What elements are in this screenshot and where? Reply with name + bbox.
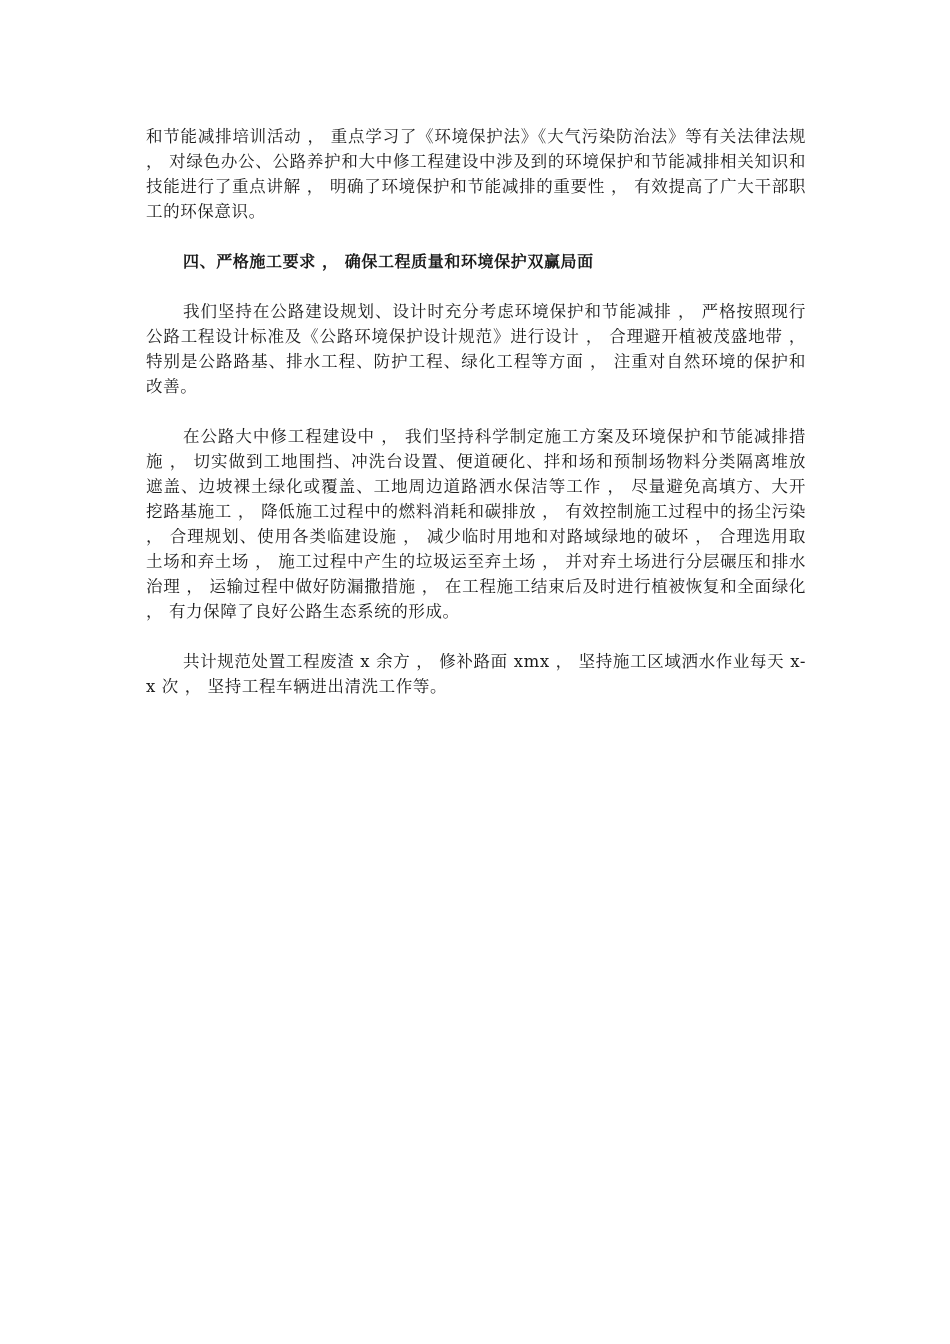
section-heading-four: 四、严格施工要求 ， 确保工程质量和环境保护双赢局面 <box>183 252 594 271</box>
document-body <box>146 124 806 699</box>
paragraph-summary: 共计规范处置工程废渣 x 余方 ， 修补路面 xmx ， 坚持施工区域洒水作业每天 x-x 次 ， 坚持工程车辆进出清洗工作等。 <box>146 652 806 696</box>
paragraph-training: 和节能减排培训活动 ， 重点学习了《环境保护法》《大气污染防治法》等有关法律法规 ， 对绿色办公、公路养护和大中修工程建设中涉及到的环境保护和节能减排相关知识和技能进行了重点讲解 ， 明确了环境保护和节能减排的重要性 ， 有效提高了广大干部职工的环保意识。 <box>146 127 806 221</box>
paragraph-construction: 在公路大中修工程建设中 ， 我们坚持科学制定施工方案及环境保护和节能减排措施 ， 切实做到工地围挡、冲洗台设置、便道硬化、拌和场和预制场物料分类隔离堆放遮盖、边坡裸土绿化或覆盖、工地周边道路洒水保洁等工作 ， 尽量避免高填方、大开挖路基施工 ， 降低施工过程中的燃料消耗和碳排放 ， 有效控制施工过程中的扬尘污染 ， 合理规划、使用各类临建设施 ， 减少临时用地和对路域绿地的破坏 ， 合理选用取土场和弃土场 ， 施工过程中产生的垃圾运至弃土场 ， 并对弃土场进行分层碾压和排水治理 ， 运输过程中做好防漏撒措施 ， 在工程施工结束后及时进行植被恢复和全面绿化 ， 有力保障了良好公路生态系统的形成。 <box>146 427 806 621</box>
paragraph-design: 我们坚持在公路建设规划、设计时充分考虑环境保护和节能减排 ， 严格按照现行公路工程设计标准及《公路环境保护设计规范》进行设计 ， 合理避开植被茂盛地带 ， 特别是公路路基、排水工程、防护工程、绿化工程等方面 ， 注重对自然环境的保护和改善。 <box>146 302 806 396</box>
